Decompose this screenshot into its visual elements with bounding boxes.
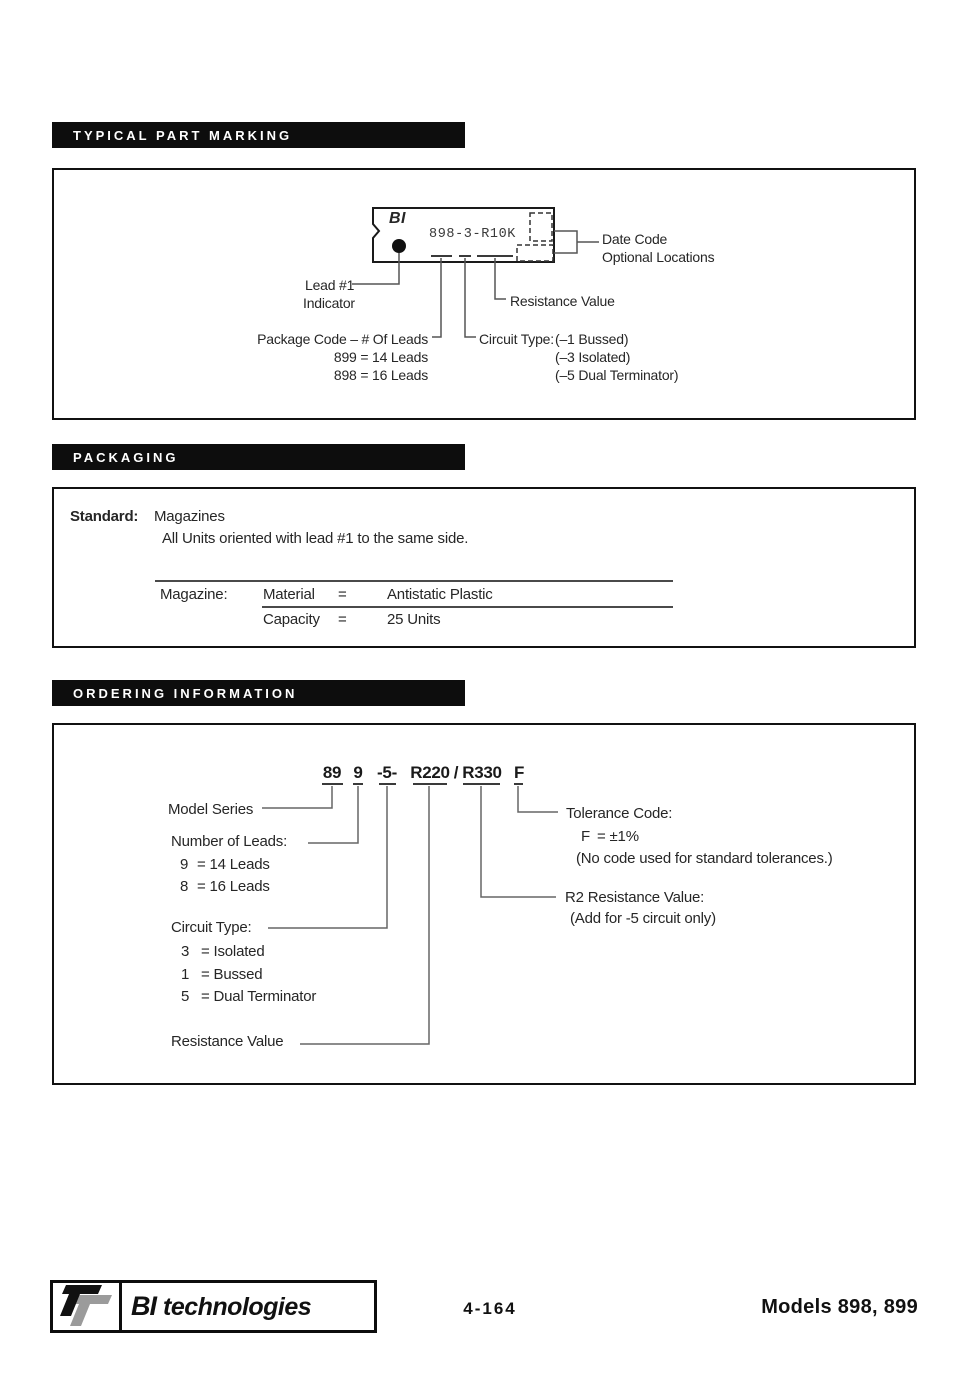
chip-bi-logo: BI [389,210,406,227]
connector-package-code [432,258,441,337]
date-code-label-line1: Date Code [602,231,668,247]
brand-wordmark [131,1291,311,1322]
tolerance-code-note: (No code used for standard tolerances.) [576,850,833,867]
circuit-option-desc: = Isolated [201,943,265,960]
brand-bi: BI [131,1291,156,1321]
footer-models: Models 898, 899 [761,1296,918,1318]
section-header-part-marking: TYPICAL PART MARKING [52,122,465,148]
package-code-row-899: 899 = 14 Leads [333,349,428,365]
page-number: 4-164 [463,1299,517,1318]
circuit-option-desc: = Bussed [201,966,263,983]
circuit-option-desc: = Dual Terminator [201,988,317,1005]
ordering-circuit-type-label: Circuit Type: [171,919,252,936]
table-rule-middle [262,606,673,608]
lead1-dot-icon [392,239,406,253]
circuit-option-num: 1 [181,966,190,983]
code-part-r1: R220 [410,763,450,782]
code-part-r2: R330 [462,763,502,782]
date-code-bracket [554,231,599,253]
packaging-standard-value: Magazines [154,508,225,525]
connector-tolerance [518,786,558,812]
table-row-name: Capacity [263,611,320,628]
footer-logo-divider [119,1280,122,1333]
package-code-row-898: 898 = 16 Leads [333,367,428,383]
tolerance-code-label: Tolerance Code: [566,805,673,822]
lead1-label-line1: Lead #1 [305,277,355,293]
resistance-value-label: Resistance Value [510,293,615,309]
packaging-standard-label: Standard: [70,508,139,525]
tt-logo-icon [56,1284,118,1330]
table-group-label: Magazine: [160,586,228,603]
connector-resistance-value [300,786,429,1044]
lead1-label-line2: Indicator [303,295,355,311]
r2-resistance-note: (Add for -5 circuit only) [570,910,716,927]
circuit-option-num: 5 [181,988,190,1005]
circuit-type-option-1: (–1 Bussed) [555,331,629,347]
circuit-type-option-5: (–5 Dual Terminator) [555,367,679,383]
connector-model-series [262,786,332,808]
leads-option-num: 9 [180,856,189,873]
packaging-note: All Units oriented with lead #1 to the same side. [162,530,469,547]
r2-resistance-label: R2 Resistance Value: [565,889,705,906]
code-part-slash: / [453,763,459,782]
date-code-label-line2: Optional Locations [602,249,715,265]
code-part-leads: 9 [353,763,363,782]
tolerance-code-desc: = ±1% [597,828,639,845]
section-header-packaging: PACKAGING [52,444,465,470]
table-row-value: Antistatic Plastic [387,586,493,603]
code-part-circuit: -5- [377,763,397,782]
part-marking-diagram-svg [52,168,916,420]
ordering-resistance-value-label: Resistance Value [171,1033,284,1050]
connector-circuit-type [465,258,476,337]
code-part-tolerance: F [513,763,525,782]
table-row-name: Material [263,586,315,603]
circuit-option-num: 3 [181,943,190,960]
package-code-title: Package Code – # Of Leads [257,331,428,347]
circuit-type-option-3: (–3 Isolated) [555,349,631,365]
code-part-model: 89 [322,763,342,782]
connector-number-of-leads [308,786,358,843]
chip-marking-text: 898-3-R10K [429,227,517,242]
table-rule-top [155,580,673,582]
leads-option-desc: = 16 Leads [197,878,270,895]
tolerance-code-value: F [581,828,590,845]
connector-resistance [495,258,506,299]
number-of-leads-label: Number of Leads: [171,833,288,850]
table-row-eq: = [338,611,347,628]
table-row-value: 25 Units [387,611,441,628]
section-header-ordering: ORDERING INFORMATION [52,680,465,706]
leads-option-desc: = 14 Leads [197,856,270,873]
table-row-eq: = [338,586,347,603]
brand-technologies: technologies [163,1293,312,1321]
model-series-label: Model Series [168,801,254,818]
leads-option-num: 8 [180,878,189,895]
circuit-type-title: Circuit Type: [479,331,554,347]
